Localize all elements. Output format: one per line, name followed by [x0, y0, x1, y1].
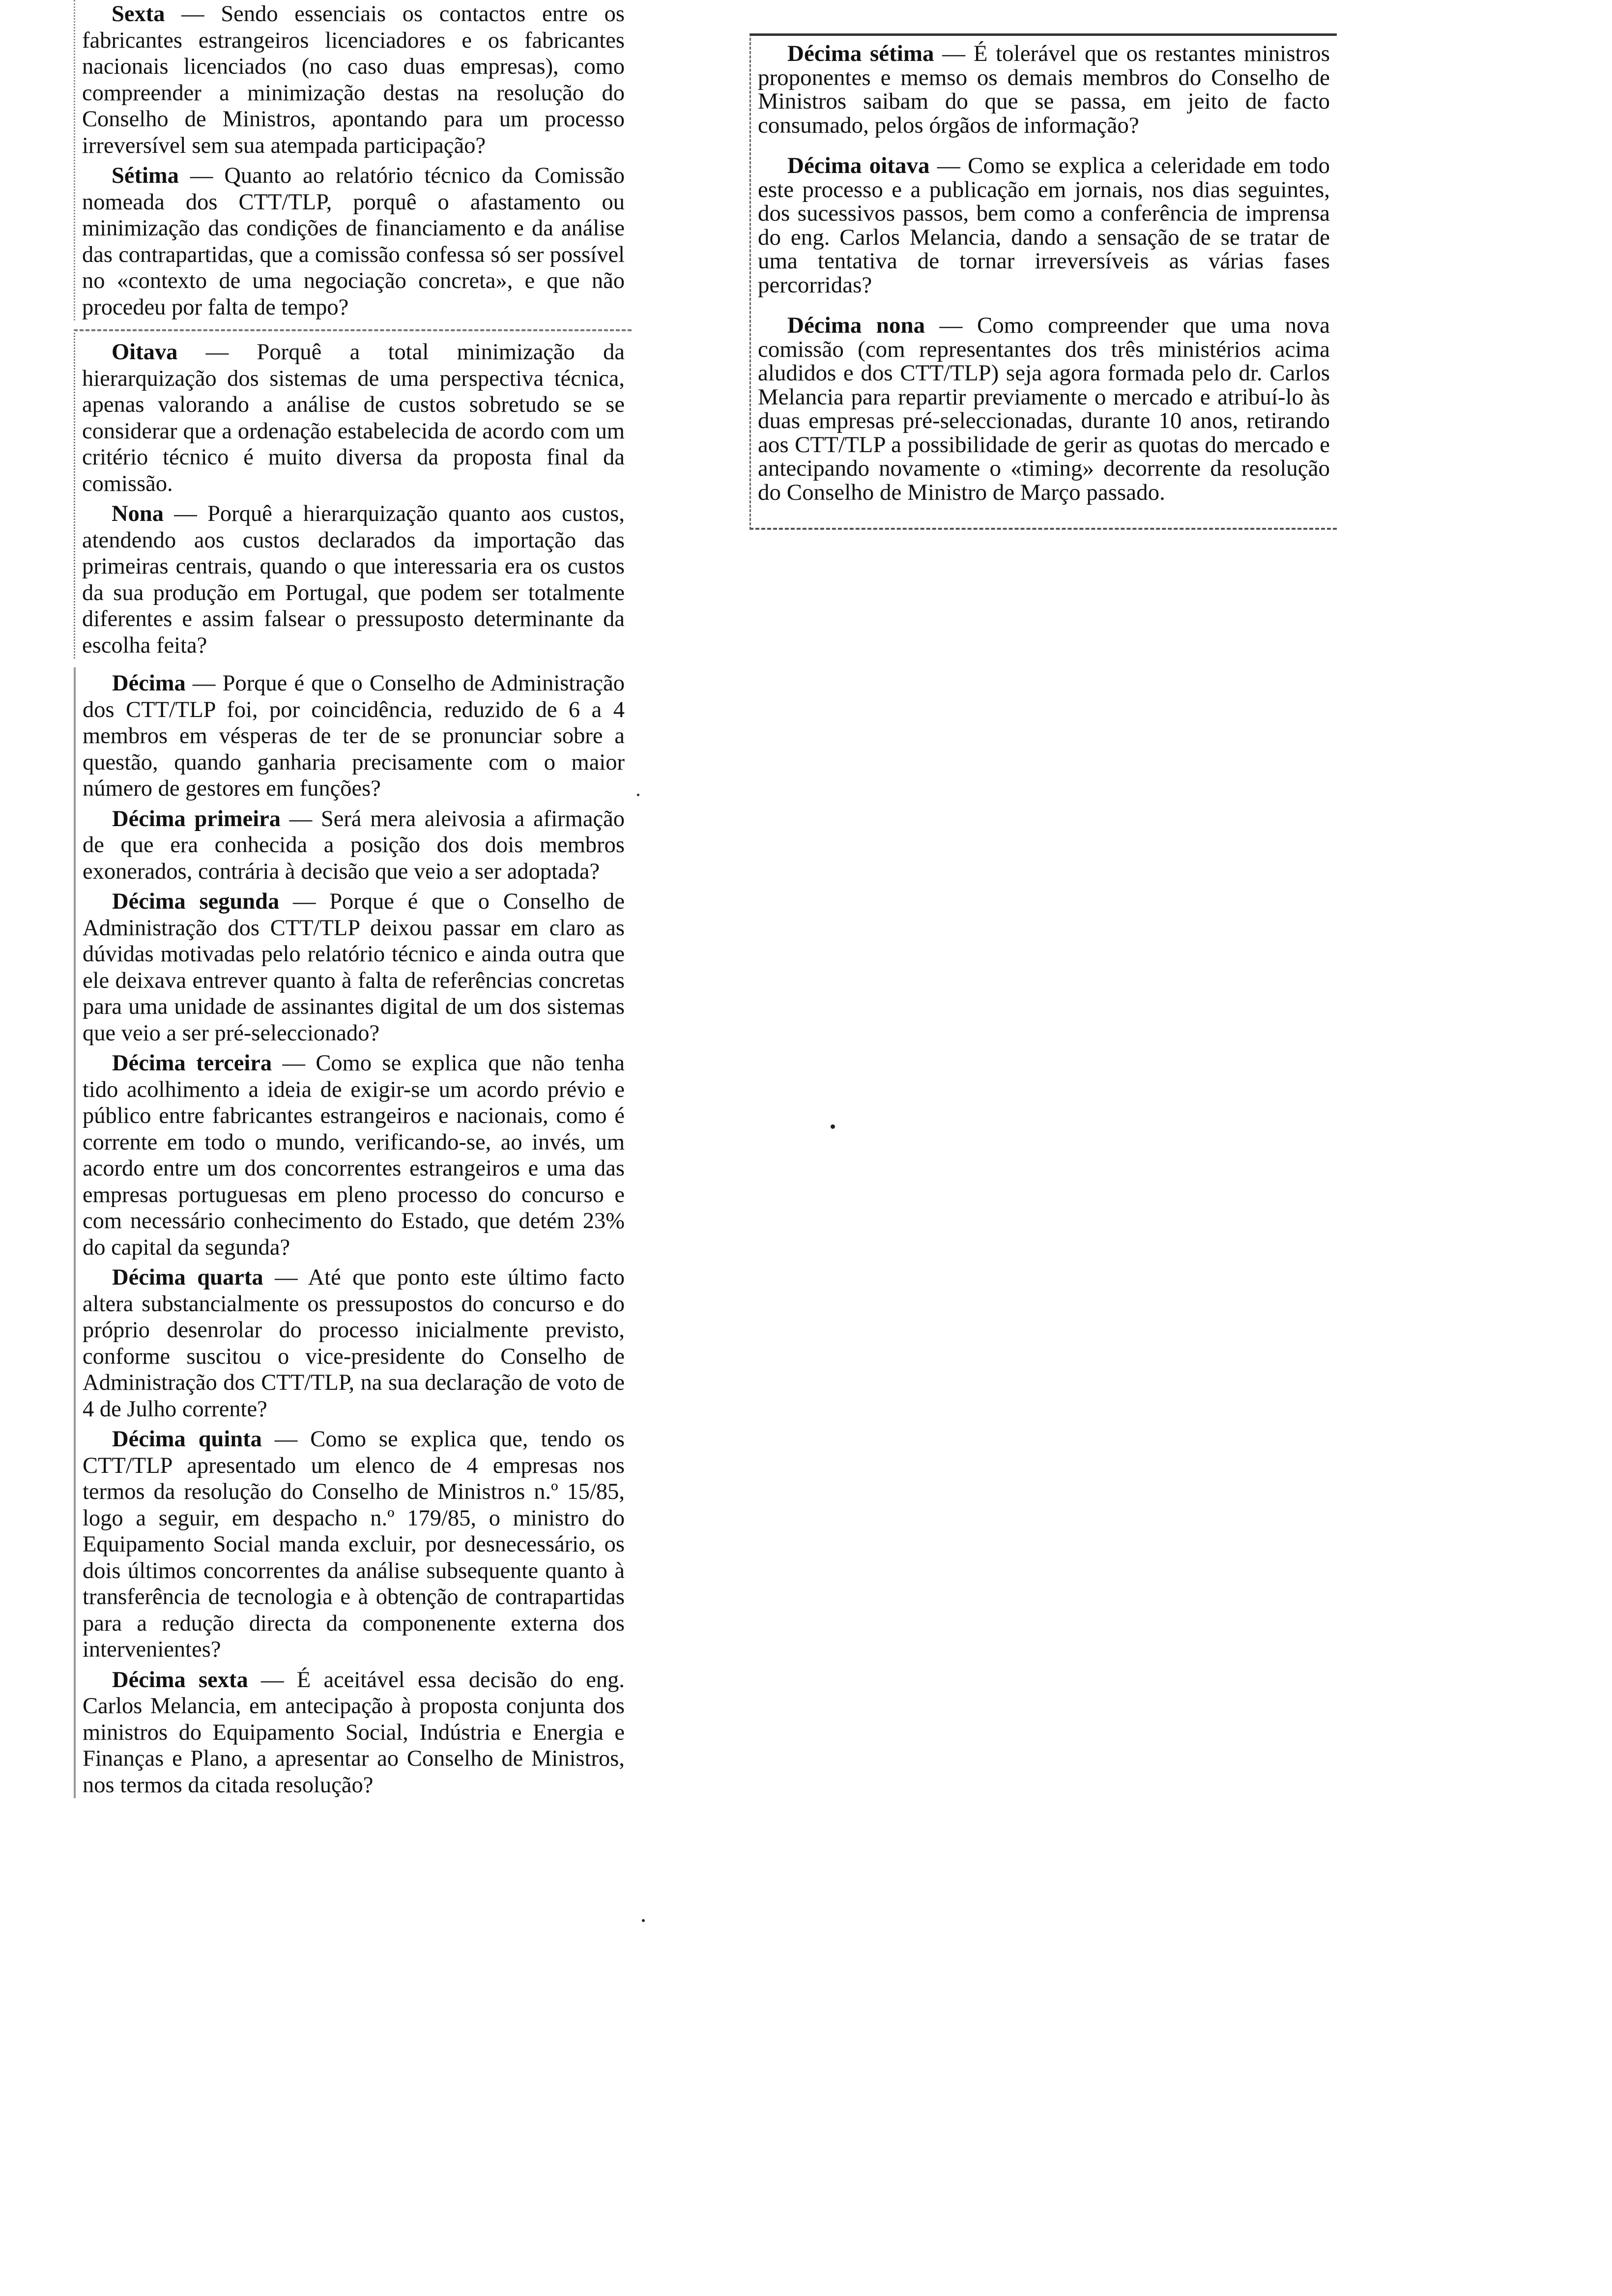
paragraph-text: Porque é que o Conselho de Administração dos CTT/TLP foi, por coincidência, reduzido de 6 a 4 membros em vésperas de ter de se pronunciar sobre a questão, quando ganharia precisamente com o maior número de gestores em funções? — [83, 671, 625, 801]
paragraph-lead: Décima segunda — [112, 889, 280, 914]
paragraph-decima: Décima — Porque é que o Conselho de Administração dos CTT/TLP foi, por coincidência, reduzido de 6 a 4 membros em vésperas de ter de se pronunciar sobre a questão, quando ganharia precisamente com o maior número de gestores em funções? — [83, 671, 625, 801]
paragraph-decima-quarta: Décima quarta — Até que ponto este último facto altera substancialmente os pressupostos do concurso e do próprio desenrolar do processo inicialmente previsto, conforme suscitou o vice-presidente do Conselho de Administração dos CTT/TLP, na sua declaração de voto de 4 de Julho corrente? — [83, 1265, 625, 1422]
paragraph-text: Sendo essenciais os contactos entre os fabricantes estrangeiros licenciadores e os fabricantes nacionais licenciados (no caso duas empresas), como compreender a minimização destas na resolução do Conselho de Ministros, apontando para um processo irreversível sem sua atempada participação? — [82, 1, 625, 158]
scan-speck — [831, 1124, 835, 1129]
paragraph-nona: Nona — Porquê a hierarquização quanto aos custos, atendendo aos custos declarados da importação das primeiras centrais, quando o que interessaria era os custos da sua produção em Portugal, que podem ser totalmente diferentes e assim falsear o pressuposto determinante da escolha feita? — [82, 501, 625, 658]
paragraph-lead: Décima oitava — [787, 153, 930, 178]
paragraph-lead: Décima sétima — [787, 41, 934, 66]
paragraph-text: É aceitável essa decisão do eng. Carlos Melancia, em antecipação à proposta conjunta dos ministros do Equipamento Social, Indústria e Energia e Finanças e Plano, a apresentar ao Conselho de Ministros, nos termos da citada resolução? — [83, 1667, 625, 1798]
paragraph-decima-terceira: Décima terceira — Como se explica que não tenha tido acolhimento a ideia de exigir-se um acordo prévio e público entre fabricantes estrangeiros e nacionais, como é corrente em todo o mundo, verificando-se, ao invés, um acordo entre um dos concorrentes estrangeiros e uma das empresas portuguesas em pleno processo do concurso e com necessário conhecimento do Estado, que detém 23% do capital da segunda? — [83, 1051, 625, 1260]
paragraph-decima-sexta: Décima sexta — É aceitável essa decisão do eng. Carlos Melancia, em antecipação à proposta conjunta dos ministros do Equipamento Social, Indústria e Energia e Finanças e Plano, a apresentar ao Conselho de Ministros, nos termos da citada resolução? — [83, 1667, 625, 1798]
paragraph-decima-setima: Décima sétima — É tolerável que os restantes ministros proponentes e memso os demais membros do Conselho de Ministros saibam do que se passa, em jeito de facto consumado, pelos órgãos de informação? — [758, 41, 1330, 138]
paragraph-lead: Décima quarta — [112, 1265, 263, 1290]
paragraph-lead: Nona — [112, 501, 164, 526]
paragraph-lead: Sexta — [112, 1, 165, 27]
paragraph-text: Como compreender que uma nova comissão (com representantes dos três ministérios acima aludidos e dos CTT/TLP) seja agora formada pelo dr. Carlos Melancia para repartir previamente o mercado e atribuí-lo às duas empresas pré-seleccionadas, durante 10 anos, retirando aos CTT/TLP a possibilidade de gerir as quotas do mercado e antecipando novamente o «timing» decorrente da resolução do Conselho de Ministro de Março passado. — [758, 313, 1330, 505]
paragraph-decima-segunda: Décima segunda — Porque é que o Conselho de Administração dos CTT/TLP deixou passar em claro as dúvidas motivadas pelo relatório técnico e ainda outra que ele deixava entrever quanto à falta de referências concretas para uma unidade de assinantes digital de um dos sistemas que veio a ser pré-seleccionado? — [83, 889, 625, 1046]
paragraph-sexta: Sexta — Sendo essenciais os contactos entre os fabricantes estrangeiros licenciadores e os fabricantes nacionais licenciados (no caso duas empresas), como compreender a minimização destas na resolução do Conselho de Ministros, apontando para um processo irreversível sem sua atempada participação? — [82, 1, 625, 158]
scan-speck — [642, 1919, 645, 1922]
paragraph-lead: Décima nona — [787, 313, 925, 338]
paragraph-text: Porquê a total minimização da hierarquização dos sistemas de uma perspectiva técnica, apenas valorando a análise de custos sobretudo se se considerar que a ordenação estabelecida de acordo com um critério técnico é muito diversa da proposta final da comissão. — [82, 340, 625, 496]
paragraph-lead: Décima quinta — [112, 1427, 262, 1452]
clipping-fragment-1 — [74, 0, 632, 320]
paragraph-lead: Oitava — [112, 340, 178, 365]
paragraph-decima-oitava: Décima oitava — Como se explica a celeridade em todo este processo e a publicação em jornais, nos dias seguintes, dos sucessivos passos, bem como a conferência de imprensa do eng. Carlos Melancia, dando a sensação de se tratar de uma tentativa de tornar irreversíveis as várias fases percorridas? — [758, 153, 1330, 298]
clipping-fragment-3 — [74, 667, 632, 1798]
paragraph-text: É tolerável que os restantes ministros proponentes e memso os demais membros do Conselho de Ministros saibam do que se passa, em jeito de facto consumado, pelos órgãos de informação? — [758, 41, 1330, 138]
paragraph-text: Como se explica a celeridade em todo este processo e a publicação em jornais, nos dias seguintes, dos sucessivos passos, bem como a conferência de imprensa do eng. Carlos Melancia, dando a sensação de se tratar de uma tentativa de tornar irreversíveis as várias fases percorridas? — [758, 153, 1330, 298]
paragraph-lead: Décima sexta — [112, 1667, 248, 1693]
scan-speck — [637, 794, 639, 796]
left-column — [74, 0, 632, 1802]
paragraph-oitava: Oitava — Porquê a total minimização da hierarquização dos sistemas de uma perspectiva técnica, apenas valorando a análise de custos sobretudo se se considerar que a ordenação estabelecida de acordo com um critério técnico é muito diversa da proposta final da comissão. — [82, 340, 625, 496]
paragraph-lead: Décima primeira — [112, 806, 281, 832]
clipping-fragment-4 — [749, 33, 1337, 530]
paragraph-decima-nona: Décima nona — Como compreender que uma nova comissão (com representantes dos três ministérios acima aludidos e dos CTT/TLP) seja agora formada pelo dr. Carlos Melancia para repartir previamente o mercado e atribuí-lo às duas empresas pré-seleccionadas, durante 10 anos, retirando aos CTT/TLP a possibilidade de gerir as quotas do mercado e antecipando novamente o «timing» decorrente da resolução do Conselho de Ministro de Março passado. — [758, 313, 1330, 505]
paragraph-text: Porque é que o Conselho de Administração dos CTT/TLP deixou passar em claro as dúvidas motivadas pelo relatório técnico e ainda outra que ele deixava entrever quanto à falta de referências concretas para uma unidade de assinantes digital de um dos sistemas que veio a ser pré-seleccionado? — [83, 889, 625, 1046]
clipping-fragment-2 — [74, 329, 632, 659]
paragraph-text: Como se explica que não tenha tido acolhimento a ideia de exigir-se um acordo prévio e público entre fabricantes estrangeiros e nacionais, como é corrente em todo o mundo, verificando-se, ao invés, um acordo entre um dos concorrentes estrangeiros e uma das empresas portuguesas em pleno processo do concurso e com necessário conhecimento do Estado, que detém 23% do capital da segunda? — [83, 1051, 625, 1260]
paragraph-lead: Décima terceira — [112, 1051, 272, 1076]
paragraph-lead: Décima — [112, 671, 186, 696]
paragraph-text: Porquê a hierarquização quanto aos custos, atendendo aos custos declarados da importação das primeiras centrais, quando o que interessaria era os custos da sua produção em Portugal, que podem ser totalmente diferentes e assim falsear o pressuposto determinante da escolha feita? — [82, 501, 625, 658]
paragraph-text: Quanto ao relatório técnico da Comissão nomeada dos CTT/TLP, porquê o afastamento ou minimização das condições de financiamento e da análise das contrapartidas, que a comissão confessa só ser possível no «contexto de uma negociação concreta», e que não procedeu por falta de tempo? — [82, 163, 625, 320]
paragraph-text: Será mera aleivosia a afirmação de que era conhecida a posição dos dois membros exonerados, contrária à decisão que veio a ser adoptada? — [83, 806, 625, 884]
paragraph-text: Como se explica que, tendo os CTT/TLP apresentado um elenco de 4 empresas nos termos da resolução do Conselho de Ministros n.º 15/85, logo a seguir, em despacho n.º 179/85, o ministro do Equipamento Social manda excluir, por desnecessário, os dois últimos concorrentes da análise subsequente quanto à transferência de tecnologia e à obtenção de contrapartidas para a redução directa da componenente externa dos intervenientes? — [83, 1427, 625, 1662]
paragraph-decima-primeira: Décima primeira — Será mera aleivosia a afirmação de que era conhecida a posição dos dois membros exonerados, contrária à decisão que veio a ser adoptada? — [83, 806, 625, 884]
paragraph-lead: Sétima — [112, 163, 179, 188]
paragraph-text: Até que ponto este último facto altera substancialmente os pressupostos do concurso e do próprio desenrolar do processo inicialmente previsto, conforme suscitou o vice-presidente do Conselho de Administração dos CTT/TLP, na sua declaração de voto de 4 de Julho corrente? — [83, 1265, 625, 1422]
paragraph-setima: Sétima — Quanto ao relatório técnico da Comissão nomeada dos CTT/TLP, porquê o afastamento ou minimização das condições de financiamento e da análise das contrapartidas, que a comissão confessa só ser possível no «contexto de uma negociação concreta», e que não procedeu por falta de tempo? — [82, 163, 625, 320]
right-column — [749, 33, 1337, 530]
paragraph-decima-quinta: Décima quinta — Como se explica que, tendo os CTT/TLP apresentado um elenco de 4 empresas nos termos da resolução do Conselho de Ministros n.º 15/85, logo a seguir, em despacho n.º 179/85, o ministro do Equipamento Social manda excluir, por desnecessário, os dois últimos concorrentes da análise subsequente quanto à transferência de tecnologia e à obtenção de contrapartidas para a redução directa da componenente externa dos intervenientes? — [83, 1427, 625, 1662]
